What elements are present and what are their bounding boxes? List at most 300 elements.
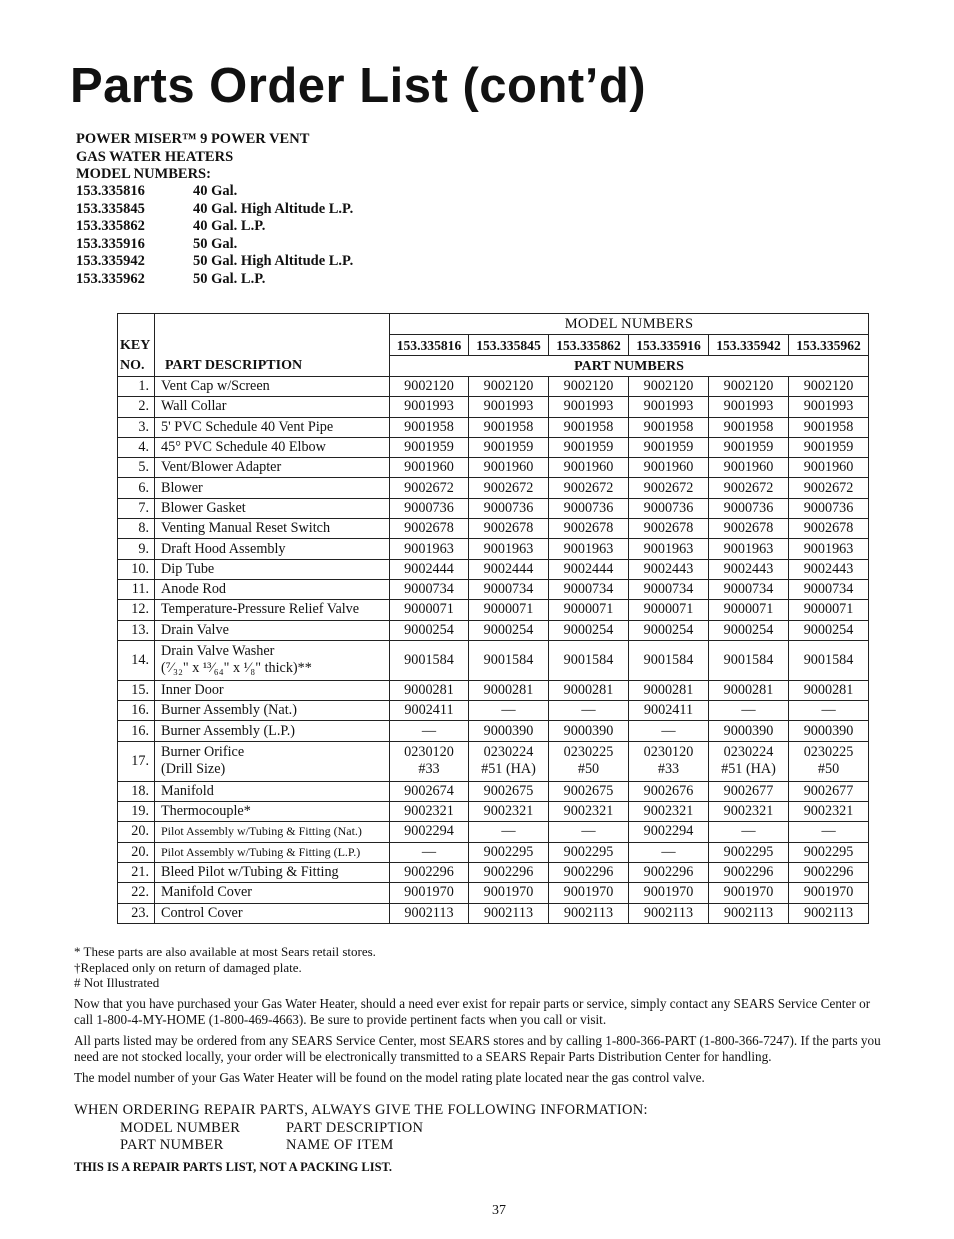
part-number	[629, 903, 709, 923]
part-number	[629, 600, 709, 620]
part-number-value: —	[501, 702, 516, 719]
part-number	[629, 701, 709, 721]
part-number-value: 9002321	[563, 803, 614, 820]
table-row	[118, 883, 869, 903]
part-number	[629, 437, 709, 457]
part-number-value: —	[661, 843, 676, 860]
part-number	[390, 620, 469, 640]
part-number-value: 9001959	[483, 439, 534, 456]
part-number	[709, 559, 789, 579]
footnote-asterisk: * These parts are also available at most Sears retail stores.	[74, 944, 376, 959]
part-description	[155, 559, 390, 579]
part-number	[709, 579, 789, 599]
part-number	[390, 842, 469, 862]
ordering-item: PART DESCRIPTION	[286, 1119, 424, 1136]
ordering-item: MODEL NUMBER	[120, 1119, 241, 1136]
part-description	[155, 701, 390, 721]
part-number	[629, 498, 709, 518]
drill-size: #50	[577, 761, 600, 778]
part-number-value: 9002672	[563, 479, 614, 496]
part-number	[549, 417, 629, 437]
part-number	[390, 640, 469, 680]
part-number	[629, 579, 709, 599]
part-description	[155, 680, 390, 700]
part-number	[709, 802, 789, 822]
part-number-value: 9002672	[483, 479, 534, 496]
table-row	[118, 437, 869, 457]
key-number: 20.	[118, 822, 155, 842]
part-description-line: (⁷⁄₃₂" x ¹³⁄₆₄" x ¹⁄₈" thick)**	[161, 660, 312, 677]
key-label: KEY	[118, 335, 155, 356]
part-description-line: Manifold	[161, 782, 214, 799]
part-number-value: 9001584	[723, 651, 774, 668]
table-row	[118, 579, 869, 599]
part-number	[709, 458, 789, 478]
part-number-value: 9001959	[803, 439, 854, 456]
part-description-line: Draft Hood Assembly	[161, 540, 286, 557]
ordering-paragraph: All parts listed may be ordered from any SEARS Service Center, most SEARS stores and by calling 1-800-366-PART (1-800-366-7247). If the parts you need are not stocked locally, your order will be electronically transmitted to a SEARS Repair Parts Distribution Center for handling.	[74, 1033, 881, 1064]
part-number-value: 9002296	[404, 864, 454, 881]
page-number: 37	[492, 1203, 506, 1218]
part-number-value: 9001970	[803, 884, 854, 901]
key-number: 13.	[118, 620, 155, 640]
key-number: 11.	[118, 579, 155, 599]
part-number	[549, 862, 629, 882]
part-number-value: 9001993	[723, 398, 774, 415]
part-number-value: —	[421, 843, 437, 860]
part-number	[629, 781, 709, 801]
part-number-value: 9002120	[803, 378, 854, 395]
part-number	[709, 417, 789, 437]
part-description-line: Blower	[161, 479, 203, 496]
table-row	[118, 498, 869, 518]
part-description	[155, 721, 390, 741]
model-number-header: 153.335942	[709, 335, 789, 356]
part-number	[789, 417, 869, 437]
part-number-value: 9001993	[563, 398, 614, 415]
part-number-value: 9002113	[483, 904, 534, 921]
part-number-value: 9002444	[404, 560, 454, 577]
key-number: 7.	[118, 498, 155, 518]
part-description	[155, 539, 390, 559]
key-header-blank	[118, 314, 155, 335]
product-line: POWER MISER™ 9 POWER VENT	[76, 131, 310, 147]
part-number	[469, 680, 549, 700]
part-number	[549, 721, 629, 741]
part-description	[155, 519, 390, 539]
table-row	[118, 478, 869, 498]
model-numbers-header: MODEL NUMBERS	[390, 314, 869, 335]
part-number-value: 9002672	[723, 479, 774, 496]
key-number: 21.	[118, 862, 155, 882]
part-number-value: 9002295	[723, 843, 774, 860]
model-description: 40 Gal. High Altitude L.P.	[193, 200, 354, 217]
part-number	[709, 680, 789, 700]
part-number	[549, 802, 629, 822]
part-description	[155, 842, 390, 862]
key-number: 17.	[118, 741, 155, 781]
key-number: 12.	[118, 600, 155, 620]
part-number	[629, 397, 709, 417]
part-number-value: 9001993	[483, 398, 534, 415]
part-number-value: 9002120	[563, 378, 614, 395]
part-description	[155, 498, 390, 518]
part-number	[549, 377, 629, 397]
part-number	[709, 822, 789, 842]
part-number	[549, 741, 629, 781]
key-number: 15.	[118, 680, 155, 700]
part-number-value: 9001958	[404, 418, 454, 435]
part-number	[789, 903, 869, 923]
part-description-line: Temperature-Pressure Relief Valve	[161, 601, 360, 618]
part-number	[629, 458, 709, 478]
part-number	[549, 397, 629, 417]
part-number	[549, 620, 629, 640]
part-number-value: 0230225	[563, 744, 614, 761]
part-number-value: 9002444	[483, 560, 534, 577]
part-number	[469, 559, 549, 579]
ordering-row	[74, 1120, 648, 1138]
table-row	[118, 417, 869, 437]
part-number	[789, 781, 869, 801]
service-paragraph: Now that you have purchased your Gas Water Heater, should a need ever exist for repair parts or service, simply contact any SEARS Service Center or call 1-800-4-MY-HOME (1-800-469-4663). Be sure to provide pertinent facts when you call or visit.	[74, 996, 871, 1027]
part-number-value: 9000734	[723, 581, 774, 598]
table-row	[118, 539, 869, 559]
part-number	[629, 519, 709, 539]
part-number	[469, 620, 549, 640]
ordering-item: NAME OF ITEM	[286, 1137, 394, 1153]
part-number	[709, 437, 789, 457]
part-number-value: 9000254	[723, 621, 774, 638]
part-number	[390, 519, 469, 539]
model-row	[76, 201, 353, 219]
part-number-value: 9001963	[563, 540, 614, 557]
table-row	[118, 640, 869, 680]
part-number	[629, 741, 709, 781]
part-description-line: Blower Gasket	[161, 499, 246, 516]
part-description	[155, 579, 390, 599]
part-number-value: 9000281	[643, 682, 694, 698]
part-number	[629, 862, 709, 882]
part-description-line: Venting Manual Reset Switch	[161, 520, 331, 537]
part-number-value: 9000281	[404, 682, 454, 698]
part-number	[629, 842, 709, 862]
part-number-value: 9002295	[803, 843, 854, 860]
part-number-value: 9002113	[803, 904, 854, 921]
part-number	[469, 498, 549, 518]
table-row	[118, 680, 869, 700]
parts-table-body	[118, 377, 869, 924]
part-number-value: 9002444	[563, 560, 614, 577]
part-number	[390, 559, 469, 579]
part-number-value: —	[501, 823, 516, 840]
part-number	[709, 721, 789, 741]
part-number	[709, 519, 789, 539]
part-number-value: 9001959	[563, 439, 614, 456]
part-number	[629, 539, 709, 559]
part-number	[789, 802, 869, 822]
part-number	[789, 519, 869, 539]
part-number	[709, 741, 789, 781]
model-list	[76, 183, 353, 288]
packing-note: THIS IS A REPAIR PARTS LIST, NOT A PACKING LIST.	[74, 1160, 393, 1174]
part-description	[155, 397, 390, 417]
part-description-line: Manifold Cover	[161, 884, 253, 901]
part-number-value: 9001963	[723, 540, 774, 557]
part-number-value: —	[821, 702, 836, 719]
part-number-value: 9002411	[643, 702, 694, 719]
part-number-value: 9000734	[563, 581, 614, 598]
part-description	[155, 417, 390, 437]
part-number	[390, 539, 469, 559]
part-description	[155, 862, 390, 882]
part-number-value: 9000071	[483, 601, 534, 618]
page-title: Parts Order List (cont’d)	[70, 59, 647, 113]
model-number: 153.335862	[76, 218, 145, 234]
part-number	[390, 397, 469, 417]
part-description-line: (Drill Size)	[161, 761, 226, 778]
model-description: 50 Gal. High Altitude L.P.	[193, 253, 354, 269]
part-number	[789, 377, 869, 397]
part-number-value: 9001963	[404, 540, 454, 557]
part-number	[629, 377, 709, 397]
part-description	[155, 377, 390, 397]
part-number	[390, 600, 469, 620]
part-number-value: 9001584	[404, 651, 454, 668]
drill-size: #51 (HA)	[721, 761, 776, 778]
parts-table	[117, 313, 869, 924]
part-number	[469, 822, 549, 842]
part-description-line: Vent/Blower Adapter	[161, 459, 282, 476]
key-number: 8.	[118, 519, 155, 539]
part-number-value: 9001970	[723, 884, 774, 901]
part-number	[709, 701, 789, 721]
part-number	[629, 680, 709, 700]
key-number: 18.	[118, 781, 155, 801]
part-number-value: 9002443	[723, 560, 774, 577]
part-description-line: Pilot Assembly w/Tubing & Fitting (Nat.)	[161, 824, 362, 839]
part-number	[789, 883, 869, 903]
part-description-line: Vent Cap w/Screen	[161, 378, 270, 395]
table-row	[118, 822, 869, 842]
table-row	[118, 721, 869, 741]
part-description	[155, 437, 390, 457]
part-description-line: Wall Collar	[161, 398, 227, 415]
part-number	[629, 721, 709, 741]
part-number	[789, 721, 869, 741]
part-description-line: Control Cover	[161, 904, 243, 921]
part-number	[390, 498, 469, 518]
key-number: 3.	[118, 417, 155, 437]
part-number-value: 9001584	[483, 651, 534, 668]
part-number	[709, 620, 789, 640]
table-row	[118, 802, 869, 822]
part-number-value: 9001958	[563, 418, 614, 435]
footnote-dagger: †Replaced only on return of damaged plate.	[74, 959, 302, 975]
table-row	[118, 620, 869, 640]
table-row	[118, 842, 869, 862]
part-description-header: PART DESCRIPTION	[155, 356, 390, 377]
part-number	[709, 498, 789, 518]
part-number-value: 9000390	[563, 722, 614, 739]
part-number-value: 9002120	[404, 378, 454, 395]
table-row	[118, 519, 869, 539]
part-number-value: 9002677	[723, 782, 774, 799]
part-description-line: Drain Valve Washer	[161, 643, 275, 660]
part-number-value: 9000734	[404, 581, 454, 598]
part-number	[549, 781, 629, 801]
part-number	[469, 397, 549, 417]
part-number	[709, 600, 789, 620]
part-number-value: 9002296	[803, 864, 854, 881]
part-number	[549, 640, 629, 680]
part-number-value: 9001970	[643, 884, 694, 901]
part-number	[789, 680, 869, 700]
part-number-value: 9001584	[803, 651, 854, 668]
part-number	[789, 579, 869, 599]
part-number	[629, 478, 709, 498]
part-number-value: 9000281	[483, 682, 534, 698]
part-number-value: 9001960	[483, 459, 534, 476]
model-number: 153.335916	[76, 235, 145, 252]
part-number-value: 9001960	[563, 459, 614, 476]
model-number-header: 153.335962	[789, 335, 869, 356]
part-number-value: 9001960	[643, 459, 694, 476]
key-no-label: NO.	[118, 356, 155, 377]
part-description	[155, 883, 390, 903]
part-number-value: 9002443	[643, 560, 694, 577]
part-number	[789, 842, 869, 862]
part-number	[709, 883, 789, 903]
part-number	[629, 417, 709, 437]
part-number	[390, 862, 469, 882]
part-number	[469, 701, 549, 721]
part-number	[709, 781, 789, 801]
part-number-value: 9002296	[563, 864, 614, 881]
part-number	[789, 741, 869, 781]
model-number: 153.335942	[76, 253, 145, 269]
table-row	[118, 781, 869, 801]
part-number	[549, 883, 629, 903]
part-number-value: 9002443	[803, 560, 854, 577]
table-row	[118, 741, 869, 781]
part-description	[155, 802, 390, 822]
key-number: 20.	[118, 842, 155, 862]
model-number: 153.335962	[76, 270, 145, 287]
part-number-value: —	[741, 702, 756, 719]
part-number-value: 9001970	[404, 884, 454, 901]
part-description	[155, 458, 390, 478]
part-number	[549, 539, 629, 559]
part-number	[390, 458, 469, 478]
part-number-value: —	[661, 722, 676, 739]
part-number	[709, 862, 789, 882]
part-number-value: 9000734	[803, 581, 854, 598]
part-number-value: 9002678	[563, 520, 614, 537]
part-number	[549, 519, 629, 539]
part-number	[789, 822, 869, 842]
part-description	[155, 640, 390, 680]
part-number-value: 9002296	[483, 864, 534, 881]
table-row	[118, 701, 869, 721]
part-number-value: 9000281	[563, 682, 614, 698]
part-number-value: 9002411	[404, 702, 454, 719]
key-number: 2.	[118, 397, 155, 417]
part-number-value: 0230224	[483, 744, 534, 761]
part-number-value: 9001963	[803, 540, 854, 557]
part-number	[469, 377, 549, 397]
part-number-value: 9000254	[404, 621, 454, 638]
footnotes	[74, 944, 376, 991]
part-number-value: 9002120	[483, 378, 534, 395]
part-number-value: 9001960	[404, 459, 454, 476]
part-number-value: 9000254	[803, 621, 854, 638]
part-description-line: Drain Valve	[161, 621, 229, 638]
part-number-value: 9002674	[404, 782, 454, 799]
part-number-value: 9002321	[404, 803, 454, 820]
part-number	[629, 559, 709, 579]
part-number-value: 9002675	[483, 782, 534, 799]
part-number-value: 0230225	[803, 744, 854, 761]
part-number	[629, 802, 709, 822]
part-number-value: 9002294	[643, 823, 694, 840]
part-number-value: 9000734	[483, 581, 534, 598]
part-number	[469, 478, 549, 498]
part-number	[789, 478, 869, 498]
part-number-value: 9001970	[563, 884, 614, 901]
part-number	[469, 802, 549, 822]
part-description-line: Burner Assembly (L.P.)	[161, 722, 295, 739]
part-number	[789, 701, 869, 721]
part-number-value: 9002676	[643, 782, 694, 799]
part-description-line: 5' PVC Schedule 40 Vent Pipe	[161, 418, 334, 435]
part-number	[390, 822, 469, 842]
product-type: GAS WATER HEATERS	[76, 148, 234, 165]
model-number-header: 153.335816	[390, 335, 469, 356]
part-number	[549, 842, 629, 862]
part-number-value: 9001958	[643, 418, 694, 435]
part-number-value: 9001959	[723, 439, 774, 456]
part-number-value: 9002294	[404, 823, 454, 840]
model-description: 50 Gal. L.P.	[193, 270, 266, 287]
part-number-value: 9001993	[643, 398, 694, 415]
part-number	[789, 559, 869, 579]
table-row	[118, 377, 869, 397]
part-number	[390, 377, 469, 397]
part-number-value: 9002296	[643, 864, 694, 881]
part-number-value: 9002321	[483, 803, 534, 820]
part-number	[629, 822, 709, 842]
key-number: 10.	[118, 559, 155, 579]
part-number-value: 9002113	[723, 904, 774, 921]
part-number	[390, 579, 469, 599]
drill-size: #33	[657, 761, 680, 778]
part-number	[390, 721, 469, 741]
part-number	[469, 437, 549, 457]
ordering-item: PART NUMBER	[120, 1137, 224, 1153]
part-number	[549, 680, 629, 700]
part-description-line: Anode Rod	[161, 581, 227, 598]
part-number-value: 9002113	[643, 904, 694, 921]
part-number	[469, 721, 549, 741]
key-number: 4.	[118, 437, 155, 457]
part-description-line: Thermocouple*	[161, 803, 251, 820]
model-row	[76, 183, 353, 201]
part-number	[390, 478, 469, 498]
part-number-value: 9002120	[643, 378, 694, 395]
part-number-value: 9001960	[723, 459, 774, 476]
model-number: 153.335845	[76, 200, 145, 217]
